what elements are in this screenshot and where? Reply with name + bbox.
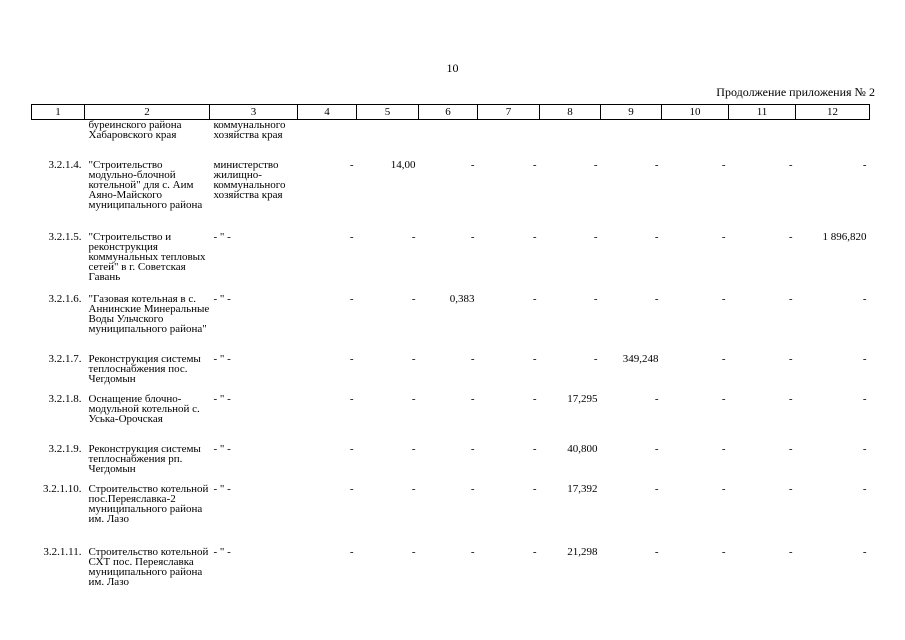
- column-header: 6: [419, 105, 478, 120]
- row-number-cell: 3.2.1.7.: [48, 352, 82, 365]
- value-cell: -: [721, 392, 726, 405]
- value-cell: -: [654, 545, 659, 558]
- executor-cell: - " -: [213, 482, 231, 495]
- value-cell: -: [654, 482, 659, 495]
- value-cell: [729, 120, 796, 160]
- value-cell: [796, 120, 870, 160]
- row-number-cell: 3.2.1.10.: [43, 482, 82, 495]
- measure-name-cell: Реконструкция системы теплоснабжения рп. Чегдомын: [88, 442, 201, 475]
- page-number: 10: [446, 61, 459, 75]
- value-cell: -: [411, 545, 416, 558]
- value-cell: -: [349, 545, 354, 558]
- value-cell: -: [862, 158, 867, 171]
- value-cell: -: [654, 292, 659, 305]
- measure-name-cell: Реконструкция системы теплоснабжения пос. Чегдомын: [88, 352, 201, 385]
- value-cell: -: [349, 442, 354, 455]
- measure-name-cell: Строительство котельной СХТ пос. Переяславка муниципального района им. Лазо: [88, 545, 209, 588]
- value-cell: -: [593, 230, 598, 243]
- value-cell: -: [411, 352, 416, 365]
- value-cell: -: [721, 482, 726, 495]
- value-cell: -: [411, 392, 416, 405]
- column-header: 5: [357, 105, 419, 120]
- executor-cell: - " -: [213, 292, 231, 305]
- column-header: 11: [729, 105, 796, 120]
- value-cell: 1 896,820: [822, 230, 867, 243]
- executor-cell: министерство жилищно-коммунального хозяйства края: [213, 158, 286, 201]
- value-cell: [357, 120, 419, 160]
- value-cell: -: [470, 482, 475, 495]
- table-row: [32, 120, 870, 160]
- value-cell: -: [532, 158, 537, 171]
- value-cell: [601, 120, 662, 160]
- value-cell: -: [470, 158, 475, 171]
- executor-cell: - " -: [213, 230, 231, 243]
- executor-cell: - " -: [213, 352, 231, 365]
- value-cell: -: [349, 292, 354, 305]
- value-cell: -: [470, 230, 475, 243]
- value-cell: [298, 120, 357, 160]
- value-cell: -: [411, 292, 416, 305]
- value-cell: -: [411, 230, 416, 243]
- value-cell: -: [788, 158, 793, 171]
- table-row: [32, 354, 870, 394]
- value-cell: -: [862, 545, 867, 558]
- value-cell: -: [788, 292, 793, 305]
- value-cell: [478, 120, 540, 160]
- continuation-label: Продолжение приложения № 2: [716, 85, 875, 99]
- value-cell: -: [532, 352, 537, 365]
- table-row: [32, 444, 870, 484]
- value-cell: -: [862, 482, 867, 495]
- value-cell: -: [788, 545, 793, 558]
- table-row: [32, 232, 870, 294]
- value-cell: -: [721, 352, 726, 365]
- row-number-cell: 3.2.1.4.: [48, 158, 82, 171]
- value-cell: -: [349, 392, 354, 405]
- row-number-cell: 3.2.1.11.: [43, 545, 82, 558]
- row-number-cell: 3.2.1.8.: [48, 392, 82, 405]
- value-cell: -: [593, 292, 598, 305]
- column-header: 12: [796, 105, 870, 120]
- value-cell: -: [532, 545, 537, 558]
- value-cell: -: [788, 352, 793, 365]
- value-cell: -: [788, 442, 793, 455]
- column-header: 2: [85, 105, 210, 120]
- column-header: 7: [478, 105, 540, 120]
- value-cell: -: [654, 230, 659, 243]
- measure-name-cell: Оснащение блочно-модульной котельной с. Уська-Орочская: [88, 392, 200, 425]
- value-cell: -: [654, 442, 659, 455]
- row-number-cell: [32, 120, 85, 160]
- appendix-table: [31, 104, 870, 597]
- table-row: [32, 547, 870, 597]
- value-cell: -: [862, 352, 867, 365]
- value-cell: [662, 120, 729, 160]
- column-header-row: [32, 105, 870, 120]
- measure-name-cell: "Строительство и реконструкция коммунальных тепловых сетей" в г. Советская Гавань: [88, 230, 206, 283]
- value-cell: -: [654, 158, 659, 171]
- measure-name-cell: "Строительство модульно-блочной котельной" для с. Аим Аяно-Майского муниципального района: [88, 158, 203, 211]
- value-cell: -: [470, 545, 475, 558]
- value-cell: -: [411, 442, 416, 455]
- value-cell: -: [349, 230, 354, 243]
- column-header: 3: [210, 105, 298, 120]
- value-cell: -: [411, 482, 416, 495]
- table-row: [32, 484, 870, 547]
- value-cell: -: [721, 292, 726, 305]
- column-header: 8: [540, 105, 601, 120]
- value-cell: -: [532, 292, 537, 305]
- value-cell: -: [862, 442, 867, 455]
- column-header: 4: [298, 105, 357, 120]
- value-cell: -: [470, 392, 475, 405]
- value-cell: -: [862, 392, 867, 405]
- value-cell: 17,295: [567, 392, 598, 405]
- value-cell: [419, 120, 478, 160]
- value-cell: 349,248: [622, 352, 659, 365]
- table-row: [32, 294, 870, 354]
- value-cell: -: [788, 230, 793, 243]
- value-cell: -: [532, 230, 537, 243]
- executor-cell: - " -: [213, 545, 231, 558]
- value-cell: -: [349, 482, 354, 495]
- value-cell: -: [721, 230, 726, 243]
- value-cell: -: [593, 352, 598, 365]
- column-header: 9: [601, 105, 662, 120]
- value-cell: -: [721, 158, 726, 171]
- row-number-cell: 3.2.1.6.: [48, 292, 82, 305]
- value-cell: -: [788, 392, 793, 405]
- value-cell: 17,392: [567, 482, 598, 495]
- table-row: [32, 160, 870, 232]
- value-cell: -: [862, 292, 867, 305]
- measure-name-cell: "Газовая котельная в с. Аннинские Минеральные Воды Ульчского муниципального района": [88, 292, 210, 335]
- table-row: [32, 394, 870, 444]
- value-cell: -: [470, 442, 475, 455]
- measure-name-cell: буреинского района Хабаровского края: [88, 119, 182, 141]
- value-cell: -: [532, 482, 537, 495]
- row-number-cell: 3.2.1.9.: [48, 442, 82, 455]
- row-number-cell: 3.2.1.5.: [48, 230, 82, 243]
- value-cell: 40,800: [567, 442, 598, 455]
- value-cell: 21,298: [567, 545, 598, 558]
- value-cell: 14,00: [390, 158, 416, 171]
- value-cell: -: [532, 442, 537, 455]
- value-cell: -: [593, 158, 598, 171]
- executor-cell: - " -: [213, 442, 231, 455]
- value-cell: -: [721, 442, 726, 455]
- executor-cell: - " -: [213, 392, 231, 405]
- value-cell: 0,383: [449, 292, 475, 305]
- measure-name-cell: Строительство котельной пос.Переяславка-2 муниципального района им. Лазо: [88, 482, 209, 525]
- value-cell: -: [654, 392, 659, 405]
- value-cell: -: [721, 545, 726, 558]
- value-cell: -: [532, 392, 537, 405]
- value-cell: [540, 120, 601, 160]
- column-header: 10: [662, 105, 729, 120]
- value-cell: -: [788, 482, 793, 495]
- value-cell: -: [349, 158, 354, 171]
- executor-cell: коммунального хозяйства края: [213, 119, 286, 141]
- column-header: 1: [32, 105, 85, 120]
- value-cell: -: [349, 352, 354, 365]
- value-cell: -: [470, 352, 475, 365]
